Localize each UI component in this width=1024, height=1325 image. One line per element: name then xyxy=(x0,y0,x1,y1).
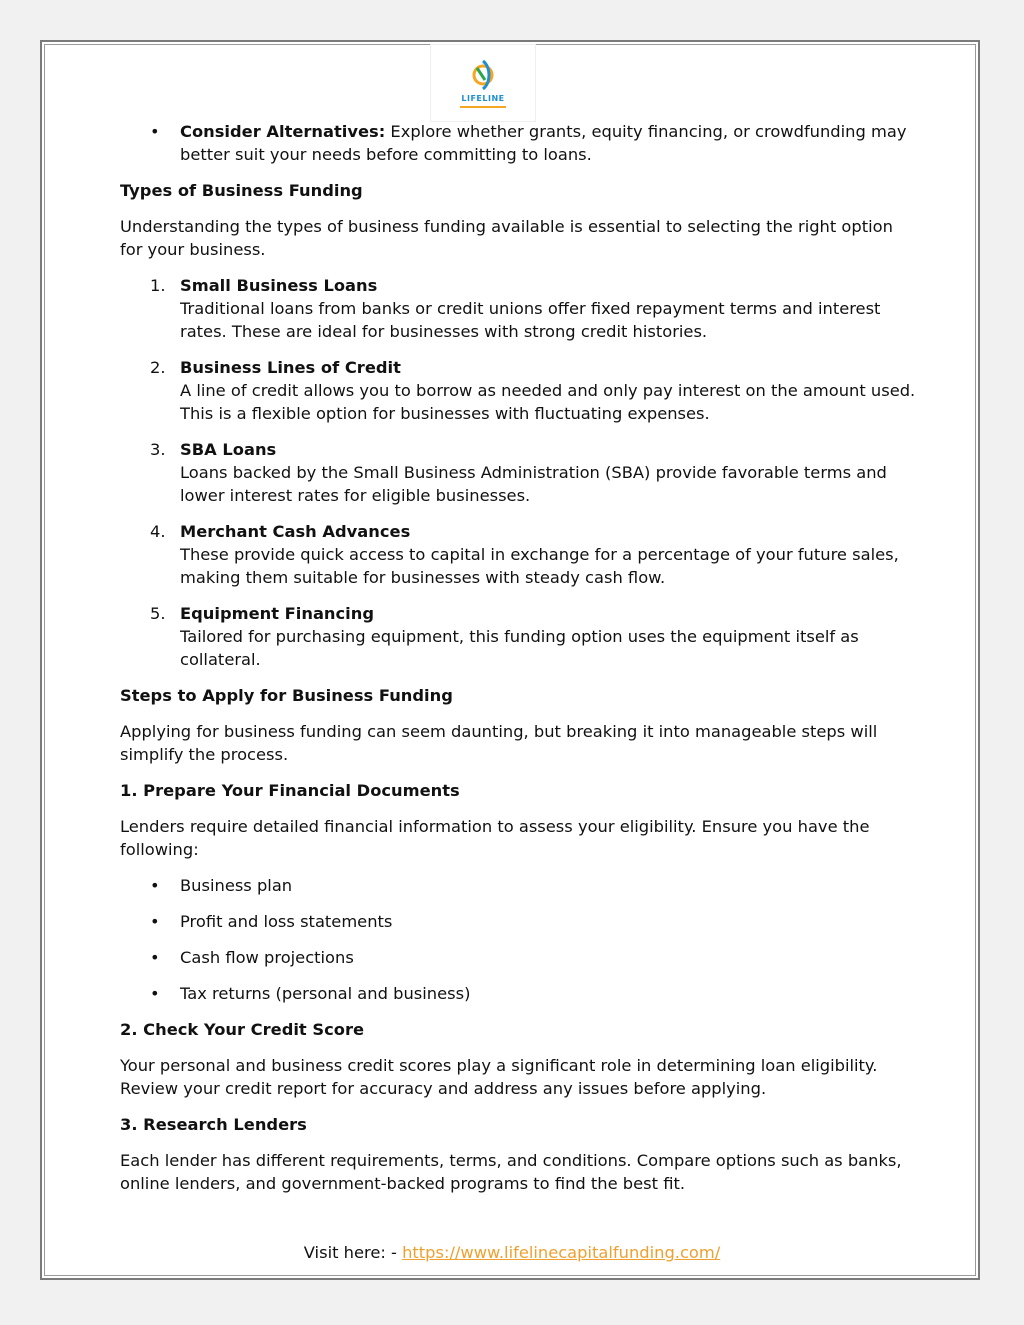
bullet-title: Consider Alternatives: xyxy=(180,122,386,141)
list-item xyxy=(120,120,920,166)
documents-list xyxy=(120,874,920,1005)
list-item xyxy=(120,438,920,507)
step2-heading: 2. Check Your Credit Score xyxy=(120,1020,365,1039)
item-title: Business Lines of Credit xyxy=(180,358,401,377)
logo-underline xyxy=(460,106,506,108)
list-item: • Cash flow projections xyxy=(120,946,920,969)
item-text: A line of credit allows you to borrow as needed and only pay interest on the amount used. This is a flexible option for businesses with fluctuating expenses. xyxy=(180,381,916,423)
list-item: • Business plan xyxy=(120,874,920,897)
item-text: These provide quick access to capital in exchange for a percentage of your future sales, making them suitable for businesses with steady cash flow. xyxy=(180,545,899,587)
company-logo xyxy=(430,44,536,122)
item-text: Tailored for purchasing equipment, this funding option uses the equipment itself as collateral. xyxy=(180,627,859,669)
list-item: • Profit and loss statements xyxy=(120,910,920,933)
intro-bullet-list xyxy=(120,120,920,166)
section-heading-steps: Steps to Apply for Business Funding xyxy=(120,686,453,705)
document-body xyxy=(120,120,920,1208)
item-text: Loans backed by the Small Business Administration (SBA) provide favorable terms and lower interest rates for eligible businesses. xyxy=(180,463,887,505)
step3-heading: 3. Research Lenders xyxy=(120,1115,307,1134)
list-item xyxy=(120,356,920,425)
item-number: 2. xyxy=(150,358,166,377)
footer xyxy=(42,1241,982,1264)
website-link[interactable]: https://www.lifelinecapitalfunding.com/ xyxy=(402,1243,721,1262)
types-intro-paragraph: Understanding the types of business funding available is essential to selecting the right option for your business. xyxy=(120,217,893,259)
item-number: 4. xyxy=(150,522,166,541)
list-item xyxy=(120,274,920,343)
funding-types-list xyxy=(120,274,920,671)
item-number: 3. xyxy=(150,440,166,459)
step1-heading: 1. Prepare Your Financial Documents xyxy=(120,781,460,800)
item-title: Equipment Financing xyxy=(180,604,374,623)
step1-paragraph: Lenders require detailed financial information to assess your eligibility. Ensure you have the following: xyxy=(120,817,870,859)
logo-wordmark: LIFELINE xyxy=(461,94,505,103)
list-item xyxy=(120,520,920,589)
footer-label: Visit here: - xyxy=(303,1243,403,1262)
logo-mark-icon xyxy=(466,58,500,92)
item-title: Merchant Cash Advances xyxy=(180,522,411,541)
document-page xyxy=(40,40,980,1280)
item-text: Traditional loans from banks or credit unions offer fixed repayment terms and interest rates. These are ideal for businesses with strong credit histories. xyxy=(180,299,881,341)
bullet-text: Explore whether grants, equity financing, or crowdfunding may better suit your needs before committing to loans. xyxy=(180,122,907,164)
steps-intro-paragraph: Applying for business funding can seem daunting, but breaking it into manageable steps will simplify the process. xyxy=(120,722,878,764)
item-number: 1. xyxy=(150,276,166,295)
list-item: • Tax returns (personal and business) xyxy=(120,982,920,1005)
step3-paragraph: Each lender has different requirements, terms, and conditions. Compare options such as banks, online lenders, and government-backed programs to find the best fit. xyxy=(120,1151,902,1193)
section-heading-types: Types of Business Funding xyxy=(120,181,363,200)
list-item xyxy=(120,602,920,671)
item-number: 5. xyxy=(150,604,166,623)
item-title: Small Business Loans xyxy=(180,276,378,295)
item-title: SBA Loans xyxy=(180,440,277,459)
step2-paragraph: Your personal and business credit scores play a significant role in determining loan eligibility. Review your credit report for accuracy and address any issues before applying. xyxy=(120,1056,878,1098)
